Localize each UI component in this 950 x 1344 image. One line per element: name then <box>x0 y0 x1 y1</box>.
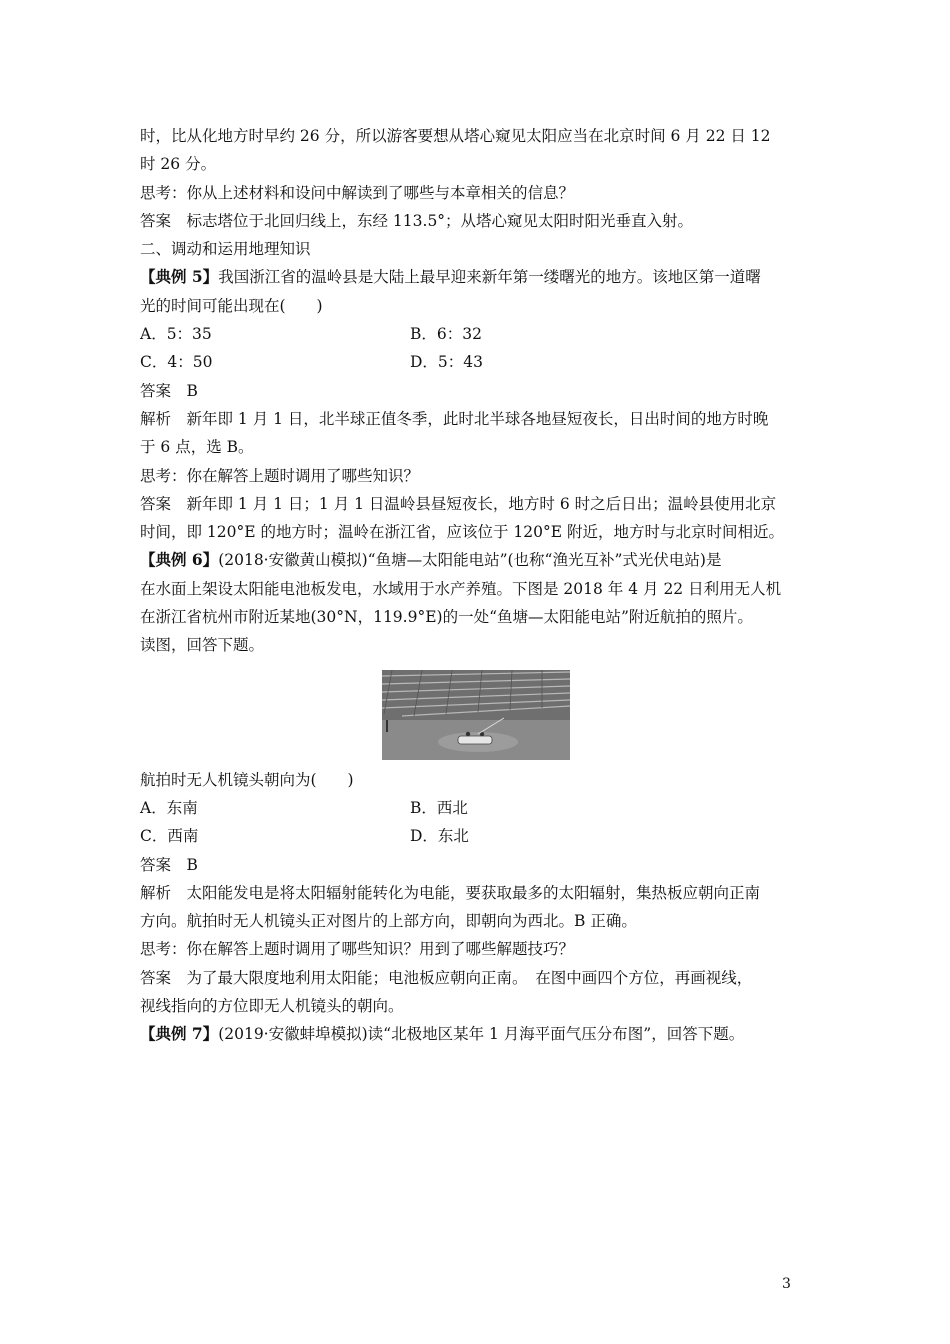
analysis-line: 解析 太阳能发电是将太阳辐射能转化为电能，要获取最多的太阳辐射，集热板应朝向正南 <box>140 883 761 902</box>
text-line: 时，比从化地方时早约 26 分，所以游客要想从塔心窥见太阳应当在北京时间 6 月 22 日 12 <box>140 127 771 145</box>
analysis-line: 解析 新年即 1 月 1 日，北半球正值冬季，此时北半球各地昼短夜长，日出时间的地方时晚 <box>140 409 769 428</box>
text-line: 时 26 分。 <box>140 155 217 174</box>
option-a: A．东南 <box>140 798 198 817</box>
answer-line: 答案 B <box>140 381 198 400</box>
document-body <box>140 122 820 1049</box>
example-6-heading <box>140 546 820 574</box>
example-text: (2019·安徽蚌埠模拟)读“北极地区某年 1 月海平面气压分布图”，回答下题。 <box>218 1025 745 1044</box>
aerial-photo-solar-fishpond <box>382 670 570 760</box>
option-d: D．东北 <box>410 827 469 846</box>
text-line: 读图，回答下题。 <box>140 636 265 655</box>
option-b: B．6：32 <box>410 325 482 344</box>
options-row <box>140 348 820 376</box>
question-line: 航拍时无人机镜头朝向为( ) <box>140 770 354 789</box>
answer-line: 答案 为了最大限度地利用太阳能；电池板应朝向正南。 在图中画四个方位，再画视线， <box>140 968 753 987</box>
section-heading: 二、调动和运用地理知识 <box>140 240 311 259</box>
answer-line: 答案 标志塔位于北回归线上，东经 113.5°；从塔心窥见太阳时阳光垂直入射。 <box>140 211 694 230</box>
analysis-line: 方向。航拍时无人机镜头正对图片的上部方向，即朝向为西北。B 正确。 <box>140 912 637 931</box>
option-a: A．5：35 <box>140 325 212 344</box>
page-number: 3 <box>782 1276 791 1292</box>
thinking-question: 思考：你从上述材料和设问中解读到了哪些与本章相关的信息？ <box>140 183 575 202</box>
options-row <box>140 794 820 822</box>
text-line: 在浙江省杭州市附近某地(30°N，119.9°E)的一处“鱼塘—太阳能电站”附近航拍的照片。 <box>140 608 753 627</box>
example-text: (2018·安徽黄山模拟)“鱼塘—太阳能电站”(也称“渔光互补”式光伏电站)是 <box>218 551 722 570</box>
thinking-question: 思考：你在解答上题时调用了哪些知识？ <box>140 466 420 485</box>
analysis-line: 于 6 点，选 B。 <box>140 438 254 457</box>
options-row <box>140 822 820 850</box>
photo-illustration <box>382 670 570 760</box>
thinking-question: 思考：你在解答上题时调用了哪些知识？用到了哪些解题技巧？ <box>140 940 575 959</box>
option-b: B．西北 <box>410 798 468 817</box>
example-5-heading <box>140 263 820 291</box>
example-7-heading <box>140 1020 820 1048</box>
answer-line: 答案 新年即 1 月 1 日；1 月 1 日温岭县昼短夜长，地方时 6 时之后日出；温岭县使用北京 <box>140 494 777 513</box>
answer-line: 视线指向的方位即无人机镜头的朝向。 <box>140 997 404 1016</box>
example-tag: 【典例 7】 <box>140 1024 219 1044</box>
option-c: C．西南 <box>140 827 199 846</box>
text-line: 光的时间可能出现在( ) <box>140 296 323 315</box>
option-d: D．5：43 <box>410 353 484 372</box>
answer-line: 答案 B <box>140 855 198 874</box>
options-row <box>140 320 820 348</box>
answer-line: 时间，即 120°E 的地方时；温岭在浙江省，应该位于 120°E 附近，地方时与北京时间相近。 <box>140 523 785 542</box>
example-tag: 【典例 6】 <box>140 550 219 570</box>
text-line: 在水面上架设太阳能电池板发电，水域用于水产养殖。下图是 2018 年 4 月 22 日利用无人机 <box>140 579 782 598</box>
option-c: C．4：50 <box>140 353 213 372</box>
example-tag: 【典例 5】 <box>140 267 219 287</box>
example-text: 我国浙江省的温岭县是大陆上最早迎来新年第一缕曙光的地方。该地区第一道曙 <box>218 268 761 287</box>
